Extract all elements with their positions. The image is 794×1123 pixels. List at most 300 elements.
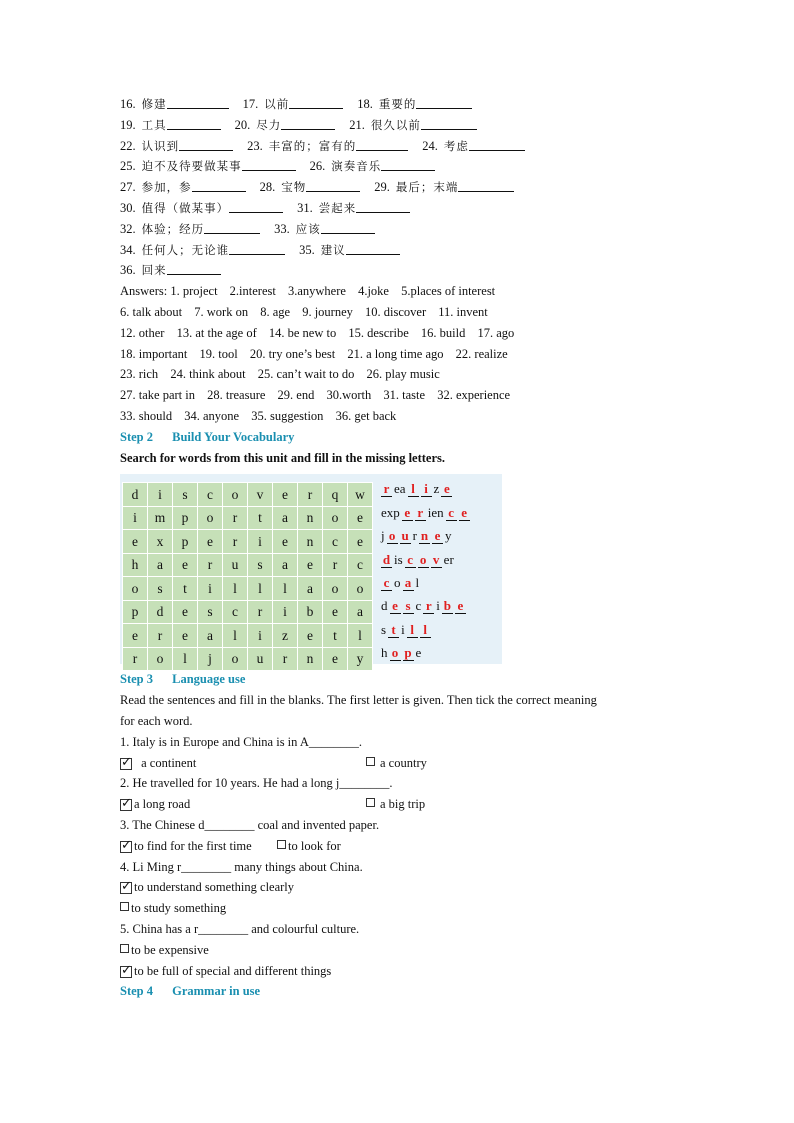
vocab-number: 31. — [297, 200, 313, 215]
answer-item: 8. age — [260, 304, 291, 319]
vocab-number: 27. — [120, 180, 136, 195]
vocab-number: 19. — [120, 117, 136, 132]
grid-cell[interactable]: s — [248, 553, 273, 577]
grid-row — [123, 483, 373, 507]
grid-cell[interactable]: e — [273, 530, 298, 554]
missing-letter-word — [380, 477, 502, 500]
question-4: 4. Li Ming r________ many things about China. — [120, 859, 363, 874]
answer-item: 32. experience — [437, 388, 511, 403]
step4-title: Grammar in use — [172, 984, 261, 999]
vocab-chinese: 参加，参 — [141, 180, 192, 195]
grid-cell[interactable]: a — [348, 600, 373, 624]
step3-title: Language use — [172, 672, 246, 687]
checked-checkbox-icon[interactable]: ✓ — [121, 837, 132, 853]
answer-blank[interactable] — [204, 221, 260, 234]
given-letters: is — [394, 551, 403, 567]
vocab-chinese: 最后；末端 — [395, 180, 459, 195]
answer-item: 13. at the age of — [176, 325, 257, 340]
vocab-number: 35. — [299, 242, 315, 257]
grid-cell[interactable]: o — [323, 506, 348, 530]
grid-cell[interactable]: u — [248, 647, 273, 671]
vocab-item — [357, 94, 472, 115]
question-1-options — [120, 753, 680, 774]
step3-instruction-line1: Read the sentences and fill in the blanks. The first letter is given. Then tick the correct meaning — [120, 693, 597, 708]
missing-letter-word — [380, 524, 502, 547]
vocab-chinese: 重要的 — [378, 97, 417, 111]
grid-cell[interactable]: m — [148, 506, 173, 530]
q4-option-b: to study something — [131, 901, 227, 916]
vocab-number: 22. — [120, 138, 136, 153]
vocab-number: 26. — [309, 159, 326, 174]
grid-cell[interactable]: e — [298, 624, 323, 648]
filled-letter[interactable]: c — [381, 576, 392, 591]
grid-cell[interactable]: o — [223, 483, 248, 507]
vocab-chinese: 值得（做某事） — [141, 200, 230, 215]
grid-cell[interactable]: e — [348, 530, 373, 554]
step4-label: Step 4 — [120, 984, 153, 999]
grid-cell[interactable]: r — [323, 553, 348, 577]
checked-checkbox-icon[interactable]: ✓ — [121, 796, 132, 812]
missing-letter-word — [380, 618, 502, 641]
grid-row — [123, 624, 373, 648]
vocab-item — [349, 115, 477, 136]
vocab-item — [297, 198, 410, 219]
grid-cell[interactable]: r — [273, 647, 298, 671]
answer-item: 27. take part in — [120, 388, 195, 403]
answer-item: 35. suggestion — [251, 408, 324, 423]
filled-letter[interactable]: u — [401, 528, 409, 544]
given-letters: l — [415, 574, 420, 590]
vocab-item — [235, 115, 336, 136]
grid-cell[interactable]: d — [148, 600, 173, 624]
vocab-chinese: 宝物 — [281, 180, 307, 195]
q5-option-b: to be full of special and different things — [134, 963, 332, 978]
given-letters: h — [381, 645, 388, 661]
given-letters: y — [444, 528, 452, 544]
answer-blank[interactable] — [192, 179, 246, 192]
vocab-item — [247, 136, 408, 157]
grid-cell[interactable]: p — [173, 506, 198, 530]
vocab-number: 29. — [374, 180, 390, 195]
answer-blank[interactable] — [458, 179, 514, 192]
grid-cell[interactable]: y — [348, 647, 373, 671]
filled-letter[interactable]: l — [407, 623, 418, 638]
grid-cell[interactable]: e — [323, 600, 348, 624]
grid-cell[interactable]: i — [248, 624, 273, 648]
grid-cell[interactable]: c — [223, 600, 248, 624]
answer-item: 14. be new to — [268, 325, 337, 340]
answer-item: 33. should — [120, 408, 173, 423]
answers-row — [120, 364, 680, 385]
answer-item: 36. get back — [335, 408, 397, 423]
vocab-number: 28. — [259, 180, 276, 195]
vocab-chinese: 以前 — [264, 97, 290, 111]
grid-row — [123, 600, 373, 624]
answer-item: 21. a long time ago — [347, 346, 444, 361]
vocab-chinese: 尝起来 — [318, 200, 357, 215]
vocab-chinese: 建议 — [320, 242, 346, 257]
grid-cell[interactable]: l — [248, 577, 273, 601]
answers-row — [120, 302, 680, 323]
grid-cell[interactable]: l — [173, 647, 198, 671]
grid-cell[interactable]: o — [148, 647, 173, 671]
vocab-number: 24. — [422, 138, 438, 153]
grid-cell[interactable]: a — [298, 577, 323, 601]
filled-letter[interactable]: e — [459, 506, 470, 521]
word-search-panel — [120, 474, 502, 667]
grid-cell[interactable]: a — [273, 506, 298, 530]
vocab-row — [120, 136, 680, 157]
grid-cell[interactable]: s — [198, 600, 223, 624]
filled-letter[interactable]: l — [420, 623, 431, 638]
given-letters: c — [415, 598, 422, 614]
filled-letter[interactable]: t — [388, 623, 399, 638]
question-3: 3. The Chinese d________ coal and invented paper. — [120, 817, 380, 832]
grid-cell[interactable]: a — [198, 624, 223, 648]
answer-blank[interactable] — [421, 117, 477, 130]
answers-row — [120, 281, 680, 302]
given-letters: i — [436, 598, 440, 614]
answer-blank[interactable] — [356, 138, 408, 151]
missing-letter-word — [380, 571, 502, 594]
answer-blank[interactable] — [167, 117, 221, 130]
answer-item: 12. other — [120, 325, 165, 340]
grid-cell[interactable]: r — [123, 647, 148, 671]
vocab-row — [120, 177, 680, 198]
grid-cell[interactable]: r — [223, 530, 248, 554]
grid-cell[interactable]: c — [198, 483, 223, 507]
step2-instruction: Search for words from this unit and fill in the missing letters. — [120, 450, 446, 465]
grid-cell[interactable]: e — [123, 530, 148, 554]
vocab-chinese: 回来 — [141, 263, 167, 278]
vocab-item — [120, 198, 283, 219]
unchecked-checkbox-icon[interactable] — [277, 840, 286, 849]
vocab-chinese: 认识到 — [141, 138, 180, 153]
filled-letter[interactable]: r — [415, 506, 426, 521]
grid-cell[interactable]: i — [248, 530, 273, 554]
answer-item: 25. can’t wait to do — [257, 367, 355, 382]
grid-cell[interactable]: d — [123, 483, 148, 507]
q2-option-b: a big trip — [380, 797, 426, 812]
vocab-row — [120, 240, 680, 261]
filled-letter[interactable]: e — [455, 599, 466, 614]
vocab-number: 32. — [120, 221, 136, 236]
filled-letter[interactable]: c — [446, 506, 457, 521]
answer-blank[interactable] — [356, 200, 410, 213]
grid-cell[interactable]: u — [223, 553, 248, 577]
vocab-number: 16. — [120, 97, 136, 111]
filled-letter[interactable]: l — [408, 482, 419, 497]
grid-cell[interactable]: b — [298, 600, 323, 624]
answer-blank[interactable] — [321, 221, 375, 234]
missing-letter-word — [380, 641, 502, 664]
grid-cell[interactable]: e — [173, 600, 198, 624]
grid-row — [123, 506, 373, 530]
checked-checkbox-icon[interactable]: ✓ — [121, 879, 132, 895]
given-letters: ien — [427, 504, 444, 520]
grid-cell[interactable]: o — [123, 577, 148, 601]
answers-row — [120, 406, 680, 427]
grid-cell[interactable]: n — [298, 647, 323, 671]
answer-item: 17. ago — [477, 325, 515, 340]
grid-cell[interactable]: i — [273, 600, 298, 624]
vocab-number: 20. — [234, 117, 251, 132]
vocab-chinese: 尽力 — [256, 117, 282, 132]
answer-item: 22. realize — [455, 346, 508, 361]
vocab-number: 21. — [349, 117, 365, 132]
vocab-number: 18. — [357, 97, 373, 111]
grid-cell[interactable]: e — [348, 506, 373, 530]
filled-letter[interactable]: c — [405, 553, 416, 568]
grid-cell[interactable]: o — [348, 577, 373, 601]
answer-blank[interactable] — [346, 242, 400, 255]
given-letters: d — [381, 598, 388, 614]
grid-cell[interactable]: s — [173, 483, 198, 507]
vocab-item — [120, 156, 296, 177]
vocab-row — [120, 115, 680, 136]
grid-cell[interactable]: z — [273, 624, 298, 648]
grid-cell[interactable]: e — [298, 553, 323, 577]
filled-letter[interactable]: a — [403, 576, 414, 591]
question-4-option-b-row — [120, 898, 680, 919]
grid-cell[interactable]: r — [198, 553, 223, 577]
answer-item: 15. describe — [348, 325, 409, 340]
grid-cell[interactable]: r — [248, 600, 273, 624]
vocab-item — [243, 94, 344, 115]
step3-heading — [120, 669, 680, 690]
filled-letter[interactable]: e — [441, 482, 452, 497]
answer-item: 29. end — [277, 388, 315, 403]
vocab-item — [120, 177, 246, 198]
vocab-item — [120, 94, 229, 115]
answers-row — [120, 344, 680, 365]
vocab-chinese: 很久以前 — [370, 117, 421, 132]
vocab-chinese: 演奏音乐 — [331, 159, 382, 174]
vocab-number: 23. — [247, 138, 263, 153]
answer-blank[interactable] — [289, 96, 343, 109]
answer-item: 3.anywhere — [287, 284, 346, 299]
answer-item: 19. tool — [199, 346, 238, 361]
vocab-item — [120, 115, 221, 136]
grid-cell[interactable]: x — [148, 530, 173, 554]
vocab-number: 30. — [120, 200, 136, 215]
vocab-item — [422, 136, 525, 157]
grid-cell[interactable]: e — [273, 483, 298, 507]
filled-letter[interactable]: p — [404, 645, 412, 661]
answer-item: 5.places of interest — [401, 284, 496, 299]
grid-cell[interactable]: l — [223, 577, 248, 601]
filled-letter[interactable]: d — [382, 551, 391, 567]
grid-cell[interactable]: h — [123, 553, 148, 577]
vocab-number: 33. — [274, 221, 290, 236]
filled-letter[interactable]: s — [403, 599, 414, 614]
answer-blank[interactable] — [229, 242, 285, 255]
grid-cell[interactable]: c — [323, 530, 348, 554]
grid-cell[interactable]: e — [173, 624, 198, 648]
filled-letter[interactable]: e — [432, 529, 443, 544]
answer-item: 20. try one’s best — [249, 346, 336, 361]
vocab-item — [120, 219, 260, 240]
grid-cell[interactable]: i — [148, 483, 173, 507]
given-letters: r — [412, 528, 417, 544]
answer-item: 6. talk about — [120, 304, 183, 319]
answer-item: 34. anyone — [184, 408, 240, 423]
missing-letters-list — [380, 477, 502, 664]
vocab-row — [120, 219, 680, 240]
step2-title: Build Your Vocabulary — [172, 429, 295, 444]
vocab-chinese: 丰富的；富有的 — [268, 138, 357, 153]
grid-cell[interactable]: a — [148, 553, 173, 577]
step2-label: Step 2 — [120, 429, 153, 444]
grid-cell[interactable]: l — [223, 624, 248, 648]
unchecked-checkbox-icon[interactable] — [366, 798, 375, 807]
grid-cell[interactable]: i — [123, 506, 148, 530]
grid-cell[interactable]: e — [323, 647, 348, 671]
filled-letter[interactable]: v — [431, 553, 442, 568]
grid-cell[interactable]: p — [173, 530, 198, 554]
unchecked-checkbox-icon[interactable] — [366, 757, 375, 766]
answer-item: 26. play music — [366, 367, 440, 382]
filled-letter[interactable]: r — [381, 482, 392, 497]
step2-heading — [120, 427, 680, 448]
given-letters: ea — [394, 481, 406, 497]
filled-letter[interactable]: n — [420, 528, 429, 544]
vocab-chinese: 任何人；无论谁 — [141, 242, 230, 257]
vocab-row — [120, 260, 680, 281]
unchecked-checkbox-icon[interactable] — [120, 944, 129, 953]
answers-block — [120, 281, 680, 427]
answer-blank[interactable] — [469, 138, 525, 151]
filled-letter[interactable]: o — [390, 646, 401, 661]
given-letters: i — [401, 621, 405, 637]
unchecked-checkbox-icon[interactable] — [120, 902, 129, 911]
question-5-option-a-row — [120, 940, 680, 961]
vocab-chinese: 迫不及待要做某事 — [141, 159, 242, 174]
vocab-number: 36. — [120, 263, 136, 278]
chinese-vocab-list — [120, 94, 680, 281]
vocab-number: 34. — [120, 242, 136, 257]
answer-blank[interactable] — [416, 96, 472, 109]
grid-row — [123, 553, 373, 577]
checked-checkbox-icon[interactable]: ✓ — [121, 754, 132, 770]
grid-cell[interactable]: v — [248, 483, 273, 507]
vocab-chinese: 工具 — [141, 117, 167, 132]
answer-blank[interactable] — [167, 262, 221, 275]
answer-blank[interactable] — [281, 117, 335, 130]
grid-cell[interactable]: r — [223, 506, 248, 530]
grid-cell[interactable]: r — [298, 483, 323, 507]
grid-row — [123, 647, 373, 671]
answer-blank[interactable] — [179, 138, 233, 151]
missing-letter-word — [380, 548, 502, 571]
filled-letter[interactable]: o — [387, 529, 398, 544]
given-letters: s — [381, 621, 387, 637]
question-5-option-b-row — [120, 961, 680, 982]
vocab-item — [310, 156, 436, 177]
answer-item: 9. journey — [302, 304, 353, 319]
vocab-item — [374, 177, 514, 198]
grid-cell[interactable]: p — [123, 600, 148, 624]
step3-instruction-line2: for each word. — [120, 713, 193, 728]
given-letters: j — [381, 528, 385, 544]
given-letters: er — [443, 551, 454, 567]
vocab-row — [120, 198, 680, 219]
answer-blank[interactable] — [381, 158, 435, 171]
q2-option-a: a long road — [134, 797, 191, 812]
vocab-item — [274, 219, 375, 240]
grid-row — [123, 530, 373, 554]
vocab-row — [120, 94, 680, 115]
grid-cell[interactable]: c — [348, 553, 373, 577]
question-2-options — [120, 794, 680, 815]
grid-cell[interactable]: a — [273, 553, 298, 577]
grid-cell[interactable]: n — [298, 530, 323, 554]
worksheet-page — [120, 94, 680, 1002]
q3-option-b: to look for — [288, 838, 341, 853]
answer-item: 28. treasure — [207, 388, 266, 403]
answer-item: 4.joke — [358, 284, 389, 299]
answer-item: 30.worth — [326, 388, 372, 403]
question-1: 1. Italy is in Europe and China is in A________. — [120, 734, 362, 749]
grid-cell[interactable]: q — [323, 483, 348, 507]
vocab-number: 25. — [120, 159, 136, 174]
answer-blank[interactable] — [242, 158, 296, 171]
grid-cell[interactable]: r — [148, 624, 173, 648]
checked-checkbox-icon[interactable]: ✓ — [121, 962, 132, 978]
vocab-chinese: 考虑 — [443, 138, 469, 153]
grid-cell[interactable]: o — [323, 577, 348, 601]
step3-label: Step 3 — [120, 672, 153, 687]
answer-blank[interactable] — [229, 200, 283, 213]
answer-blank[interactable] — [306, 179, 360, 192]
grid-cell[interactable]: o — [223, 647, 248, 671]
grid-cell[interactable]: j — [198, 647, 223, 671]
grid-cell[interactable]: t — [248, 506, 273, 530]
grid-cell[interactable]: t — [173, 577, 198, 601]
vocab-item — [120, 240, 285, 261]
q5-option-a: to be expensive — [131, 942, 209, 957]
given-letters: exp — [381, 504, 400, 520]
grid-cell[interactable]: l — [348, 624, 373, 648]
answer-item: 10. discover — [365, 304, 427, 319]
filled-letter[interactable]: i — [421, 482, 432, 497]
filled-letter[interactable]: o — [418, 553, 429, 568]
vocab-number: 17. — [242, 97, 259, 111]
grid-cell[interactable]: e — [123, 624, 148, 648]
grid-cell[interactable]: o — [198, 506, 223, 530]
answer-blank[interactable] — [167, 96, 229, 109]
grid-cell[interactable]: i — [198, 577, 223, 601]
filled-letter[interactable]: e — [402, 506, 413, 521]
grid-cell[interactable]: t — [323, 624, 348, 648]
grid-cell[interactable]: s — [148, 577, 173, 601]
vocab-item — [299, 240, 400, 261]
grid-cell[interactable]: e — [173, 553, 198, 577]
filled-letter[interactable]: r — [423, 599, 434, 614]
grid-cell[interactable]: e — [198, 530, 223, 554]
filled-letter[interactable]: b — [443, 598, 452, 614]
grid-cell[interactable]: l — [273, 577, 298, 601]
grid-cell[interactable]: w — [348, 483, 373, 507]
answer-item: Answers: 1. project — [120, 284, 218, 299]
answer-item: 2.interest — [229, 284, 276, 299]
q4-option-a: to understand something clearly — [134, 880, 295, 895]
answers-row — [120, 385, 680, 406]
vocab-item — [120, 136, 233, 157]
filled-letter[interactable]: e — [390, 599, 401, 614]
vocab-item — [260, 177, 361, 198]
grid-cell[interactable]: n — [298, 506, 323, 530]
